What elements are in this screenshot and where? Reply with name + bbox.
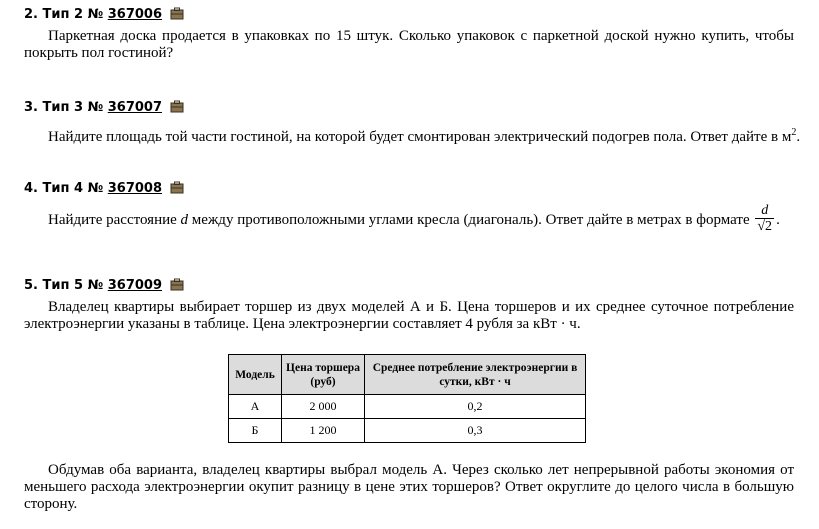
task-2-text: Паркетная доска продается в упаковках по 15 штук. Сколько упаковок с паркетной доской нужно купить, чтобы покрыть пол гостиной? — [24, 28, 794, 61]
table-header: Среднее потребление электроэнергии в сутки, кВт · ч — [365, 355, 586, 395]
briefcase-icon[interactable] — [170, 7, 184, 20]
lamp-table — [228, 354, 586, 443]
table-header: Модель — [229, 355, 282, 395]
task-4-header: 4. Тип 4 № 367008 — [24, 181, 184, 197]
task-4-text: Найдите расстояние d между противоположными углами кресла (диагональ). Ответ дайте в метрах в формате $\frac{d}{√2}$ . — [48, 203, 780, 234]
fraction: $\frac{d}{√2}$ — [757, 203, 773, 234]
task-5-header: 5. Тип 5 № 367009 — [24, 278, 184, 294]
briefcase-icon[interactable] — [170, 181, 184, 194]
table-row: А 2 000 0,2 — [229, 395, 586, 419]
task-3-link[interactable]: 367007 — [107, 100, 163, 115]
task-3-header: 3. Тип 3 № 367007 — [24, 100, 184, 116]
task-5-text: Владелец квартиры выбирает торшер из двух моделей А и Б. Цена торшеров и их среднее суточное потребление электроэнергии указаны в таблице. Цена электроэнергии составляет 4 рубля за кВт · ч. — [24, 299, 794, 332]
task-2-header: 2. Тип 2 № 367006 — [24, 7, 184, 23]
briefcase-icon[interactable] — [170, 100, 184, 113]
task-4-link[interactable]: 367008 — [107, 181, 163, 196]
briefcase-icon[interactable] — [170, 278, 184, 291]
task-5-question: Обдумав оба варианта, владелец квартиры выбрал модель А. Через сколько лет непрерывной работы экономия от меньшего расхода электроэнергии окупит разницу в цене этих торшеров? Ответ округлите до целого числа в большую сторону. — [24, 462, 794, 512]
task-5-link[interactable]: 367009 — [107, 278, 163, 293]
table-row: Б 1 200 0,3 — [229, 419, 586, 443]
task-3-text: Найдите площадь той части гостиной, на которой будет смонтирован электрический подогрев пола. Ответ дайте в $м^2$. — [48, 127, 801, 145]
table-header: Цена торшера (руб) — [282, 355, 365, 395]
task-2-link[interactable]: 367006 — [107, 7, 163, 22]
